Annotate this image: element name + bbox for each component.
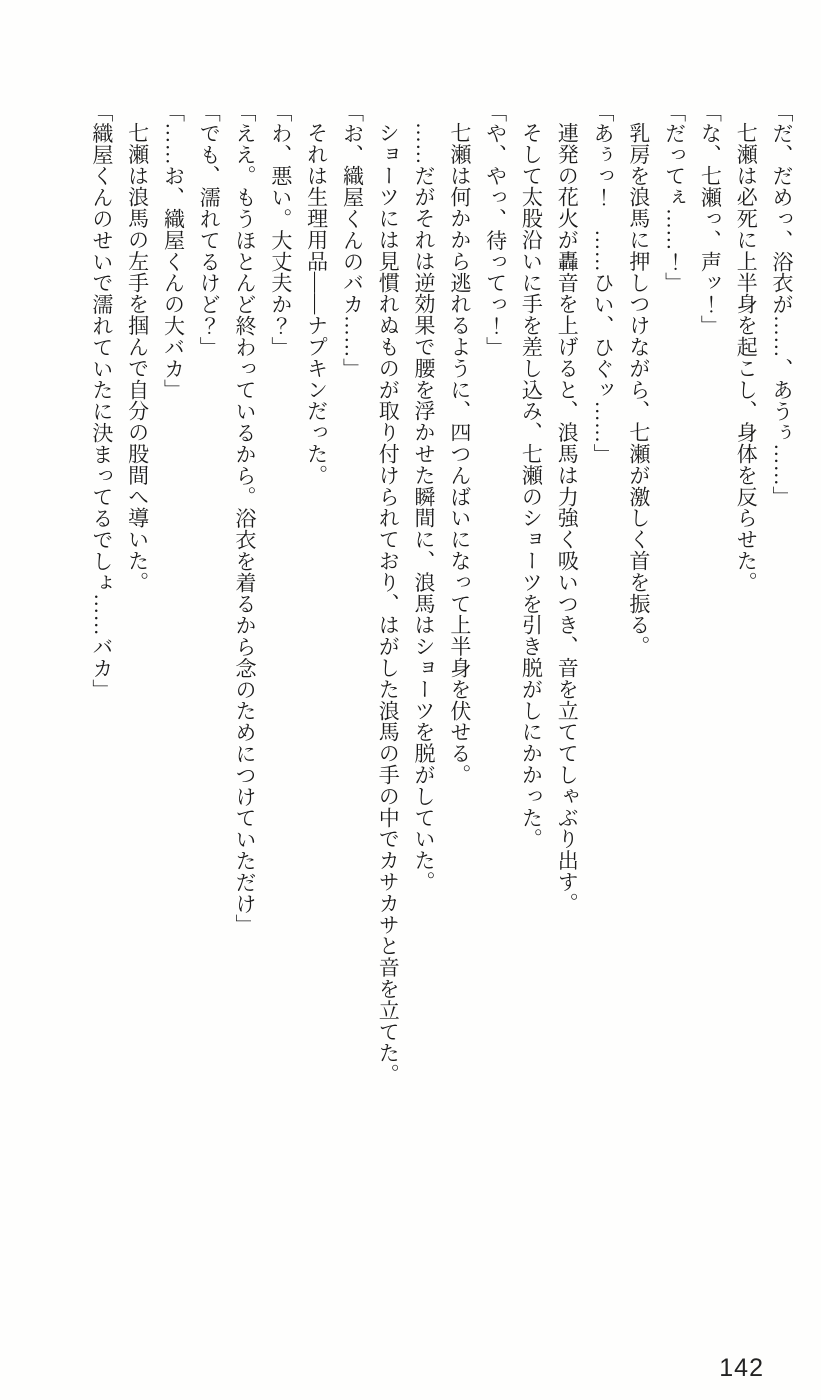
paragraph-dialogue: 「あぅっ！ ……ひい、ひぐッ……」 (591, 101, 616, 465)
paragraph-narration: それは生理用品――ナプキンだった。 (304, 122, 329, 486)
paragraph-dialogue: 「だ、だめっ、浴衣が……、あうぅ……」 (770, 101, 794, 508)
paragraph-dialogue: 「や、やっ、待ってっ！」 (483, 101, 508, 358)
paragraph-narration: 七瀬は何かから逃れるように、四つんばいになって上半身を伏せる。 (447, 122, 472, 786)
page-number: 142 (719, 1354, 764, 1382)
paragraph-dialogue: 「織屋くんのせいで濡れていたに決まってるでしょ……バカ」 (89, 101, 114, 701)
paragraph-dialogue: 「でも、濡れてるけど？」 (197, 101, 222, 358)
paragraph-dialogue: 「な、七瀬っ、声ッ！」 (698, 101, 723, 337)
paragraph-narration: 乳房を浪馬に押しつけながら、七瀬が激しく首を振る。 (626, 122, 651, 657)
paragraph-narration: 七瀬は浪馬の左手を掴んで自分の股間へ導いた。 (125, 122, 150, 593)
paragraph-narration: 連発の花火が轟音を上げると、浪馬は力強く吸いつき、音を立ててしゃぶり出す。 (555, 122, 580, 914)
paragraph-narration: ショーツには見慣れぬものが取り付けられており、はがした浪馬の手の中でカサカサと音を立てた。 (376, 122, 401, 1085)
paragraph-narration: ……だがそれは逆効果で腰を浮かせた瞬間に、浪馬はショーツを脱がしていた。 (412, 122, 437, 893)
paragraph-narration: そして太股沿いに手を差し込み、七瀬のショーツを引き脱がしにかかった。 (519, 122, 544, 850)
paragraph-dialogue: 「わ、悪い。大丈夫か？」 (268, 101, 293, 358)
paragraph-dialogue: 「……お、織屋くんの大バカ」 (161, 101, 186, 401)
text-block (83, 101, 799, 1146)
paragraph-dialogue: 「お、織屋くんのバカ……」 (340, 101, 365, 380)
paragraph-narration: 七瀬は必死に上半身を起こし、身体を反らせた。 (734, 122, 759, 593)
paragraph-dialogue: 「だってぇ……！」 (662, 101, 687, 294)
paragraph-dialogue: 「ええ。もうほとんど終わっているから。浴衣を着るから念のためにつけていただけ」 (233, 101, 258, 936)
